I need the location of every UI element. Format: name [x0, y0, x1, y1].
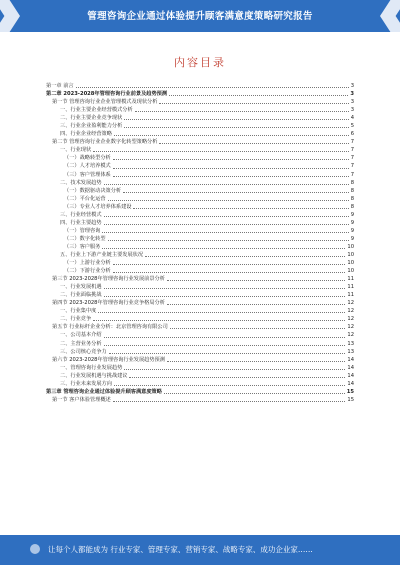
toc-page-number: 15 — [346, 388, 354, 395]
toc-entry-label: 第三章 管理咨询企业通过体验提升顾客满意度策略 — [46, 388, 162, 395]
toc-entry[interactable] — [46, 203, 354, 211]
toc-entry[interactable] — [46, 179, 354, 187]
toc-entry-label: 一、公司基本介绍 — [60, 332, 102, 339]
toc-page-number: 4 — [350, 115, 354, 122]
toc-page-number: 13 — [347, 340, 354, 347]
toc-entry[interactable] — [46, 106, 354, 114]
dot-leader — [167, 361, 345, 362]
dot-leader — [104, 224, 349, 225]
toc-entry[interactable] — [46, 243, 354, 251]
dot-leader — [98, 312, 345, 313]
toc-entry[interactable] — [46, 396, 354, 404]
dot-leader — [108, 240, 349, 241]
toc-page-number: 8 — [350, 203, 354, 210]
toc-entry-label: （三）客户管理体系 — [64, 171, 111, 178]
toc-entry-label: 第五节 行业标杆企业分析：北京管理咨询有限公司 — [52, 324, 168, 331]
toc-entry[interactable] — [46, 388, 354, 396]
table-of-contents — [46, 82, 354, 404]
dot-leader — [93, 151, 349, 152]
toc-page-number: 7 — [350, 147, 354, 154]
toc-page-number: 9 — [350, 211, 354, 218]
toc-page-number: 6 — [350, 131, 354, 138]
dot-leader — [133, 208, 348, 209]
dot-leader — [167, 280, 345, 281]
toc-entry-label: 四、行业主要趋势 — [60, 219, 102, 226]
toc-entry-label: 三、行业未来发展方向 — [60, 380, 112, 387]
toc-entry-label: 第二章 2023-2028年管理咨询行业前景及趋势预测 — [46, 91, 168, 98]
dot-leader — [167, 304, 345, 305]
toc-page-number: 15 — [347, 396, 354, 403]
toc-page-number: 8 — [350, 187, 354, 194]
toc-entry[interactable] — [46, 331, 354, 339]
toc-page-number: 7 — [350, 171, 354, 178]
dot-leader — [104, 184, 349, 185]
toc-entry[interactable] — [46, 364, 354, 372]
toc-heading: 内容目录 — [174, 56, 226, 69]
toc-entry[interactable] — [46, 114, 354, 122]
toc-entry-label: 三、公司核心竞争力 — [60, 348, 107, 355]
toc-entry-label: （二）数字化转型 — [64, 235, 106, 242]
toc-entry-label: 二、行业发展机遇与挑战建议 — [60, 372, 128, 379]
dot-leader — [114, 135, 349, 136]
toc-entry[interactable] — [46, 291, 354, 299]
toc-page-number: 14 — [347, 372, 354, 379]
dot-leader — [145, 256, 345, 257]
toc-page-number: 11 — [347, 276, 354, 283]
toc-page-number: 9 — [350, 219, 354, 226]
toc-entry-label: （一）管理咨询 — [64, 227, 101, 234]
toc-entry[interactable] — [46, 171, 354, 179]
dot-leader — [123, 192, 349, 193]
dot-leader — [104, 216, 349, 217]
toc-entry[interactable] — [46, 90, 354, 98]
toc-page-number: 14 — [347, 380, 354, 387]
dot-leader — [113, 272, 346, 273]
toc-entry[interactable] — [46, 195, 354, 203]
toc-page-number: 14 — [347, 356, 354, 363]
toc-page-number: 3 — [350, 91, 354, 98]
toc-entry[interactable] — [46, 211, 354, 219]
toc-page-number: 14 — [347, 364, 354, 371]
toc-page-number: 3 — [350, 107, 354, 114]
dot-leader — [129, 377, 345, 378]
header-banner — [0, 0, 400, 32]
dot-leader — [159, 143, 348, 144]
dot-leader — [104, 296, 346, 297]
toc-page-number: 5 — [350, 123, 354, 130]
footer-slogan: 让每个人都能成为 行业专家、管理专家、营销专家、战略专家、成功企业家…… — [48, 545, 313, 554]
toc-entry-label: 一、行业现状 — [60, 147, 92, 154]
dot-leader — [113, 264, 346, 265]
dot-leader — [113, 159, 349, 160]
dot-leader — [164, 393, 345, 394]
toc-entry[interactable] — [46, 130, 354, 138]
chevron-left-decoration — [0, 0, 20, 32]
toc-entry[interactable] — [46, 146, 354, 154]
dot-leader — [113, 168, 349, 169]
dot-leader — [102, 232, 348, 233]
dot-leader — [104, 288, 346, 289]
toc-page-number: 12 — [347, 300, 354, 307]
toc-page-number: 11 — [347, 284, 354, 291]
toc-page-number: 3 — [350, 83, 354, 89]
toc-entry[interactable] — [46, 98, 354, 106]
toc-entry-label: 第六节 2023-2028年管理咨询行业发展趋势预测 — [52, 356, 165, 363]
toc-entry[interactable] — [46, 275, 354, 283]
toc-page-number: 12 — [347, 308, 354, 315]
toc-entry[interactable] — [46, 82, 354, 90]
toc-entry-label: 一、管理咨询行业发展趋势 — [60, 364, 123, 371]
toc-entry-label: 三、行业经营模式 — [60, 211, 102, 218]
toc-entry-label: 第三节 2023-2028年管理咨询行业发展前景分析 — [52, 276, 165, 283]
dot-leader — [104, 345, 346, 346]
toc-entry[interactable] — [46, 227, 354, 235]
toc-entry-label: （二）平台化运营 — [64, 195, 106, 202]
toc-entry[interactable] — [46, 348, 354, 356]
toc-entry-label: 一、行业发展机遇 — [60, 284, 102, 291]
toc-entry-label: （一）数据驱动决策分析 — [64, 187, 122, 194]
footer-banner — [0, 535, 400, 565]
toc-entry-label: 第二节 管理咨询行业企业数字化转型策略分析 — [52, 139, 158, 146]
report-title: 管理咨询企业通过体验提升顾客满意度策略研究报告 — [87, 11, 313, 22]
toc-entry-label: 二、行业竞争 — [60, 316, 92, 323]
toc-entry-label: 一、行业主要企业经营模式分析 — [60, 107, 133, 114]
toc-entry[interactable] — [46, 323, 354, 331]
dot-leader — [169, 95, 348, 96]
toc-entry-label: 四、行业企业经营策略 — [60, 131, 112, 138]
toc-page-number: 7 — [350, 155, 354, 162]
toc-entry-label: （一）上游行业分析 — [64, 260, 111, 267]
toc-page-number: 12 — [347, 332, 354, 339]
toc-page-number: 3 — [350, 99, 354, 106]
chevron-right-decoration — [380, 0, 400, 32]
toc-page-number: 11 — [347, 292, 354, 299]
dot-leader — [170, 328, 346, 329]
bullet-icon — [30, 544, 40, 554]
toc-entry[interactable] — [46, 259, 354, 267]
toc-entry-label: （二）下游行业分析 — [64, 268, 111, 275]
toc-page-number: 12 — [347, 316, 354, 323]
dot-leader — [135, 111, 349, 112]
dot-leader — [114, 385, 346, 386]
dot-leader — [76, 87, 349, 88]
toc-entry[interactable] — [46, 154, 354, 162]
toc-entry-label: 第一章 前言 — [46, 83, 74, 89]
toc-entry[interactable] — [46, 267, 354, 275]
toc-entry-label: 二、行业面临挑战 — [60, 292, 102, 299]
toc-entry[interactable] — [46, 138, 354, 146]
dot-leader — [159, 103, 348, 104]
toc-entry[interactable] — [46, 307, 354, 315]
toc-entry[interactable] — [46, 251, 354, 259]
toc-entry-label: （三）专业人才培养体系建设 — [64, 203, 132, 210]
dot-leader — [124, 119, 348, 120]
toc-entry[interactable] — [46, 356, 354, 364]
dot-leader — [113, 176, 349, 177]
toc-entry-label: （二）人才培养模式 — [64, 163, 111, 170]
toc-entry[interactable] — [46, 283, 354, 291]
dot-leader — [108, 200, 349, 201]
toc-entry-label: 五、行业上下游产业链主要发展状况 — [60, 251, 144, 258]
toc-entry[interactable] — [46, 380, 354, 388]
toc-page-number: 9 — [350, 227, 354, 234]
toc-page-number: 7 — [350, 139, 354, 146]
toc-entry[interactable] — [46, 122, 354, 130]
dot-leader — [93, 320, 345, 321]
toc-page-number: 10 — [347, 260, 354, 267]
toc-entry-label: 二、技术发展趋势 — [60, 179, 102, 186]
dot-leader — [124, 127, 348, 128]
toc-page-number: 8 — [350, 179, 354, 186]
dot-leader — [109, 353, 346, 354]
toc-page-number: 7 — [350, 163, 354, 170]
toc-entry[interactable] — [46, 235, 354, 243]
toc-page-number: 8 — [350, 195, 354, 202]
toc-entry-label: （三）客户服务 — [64, 243, 101, 250]
dot-leader — [113, 401, 346, 402]
toc-entry[interactable] — [46, 299, 354, 307]
toc-entry[interactable] — [46, 340, 354, 348]
toc-entry-label: （一）战略转型分析 — [64, 155, 111, 162]
dot-leader — [124, 369, 345, 370]
toc-entry[interactable] — [46, 162, 354, 170]
toc-entry-label: 第四节 2023-2028年管理咨询行业竞争格局分析 — [52, 300, 165, 307]
toc-page-number: 10 — [347, 243, 354, 250]
toc-entry-label: 三、行业企业盈利能力分析 — [60, 123, 123, 130]
toc-page-number: 10 — [347, 268, 354, 275]
toc-page-number: 12 — [347, 324, 354, 331]
toc-entry[interactable] — [46, 372, 354, 380]
toc-entry-label: 一、行业集中度 — [60, 308, 97, 315]
dot-leader — [104, 337, 346, 338]
toc-entry-label: 第一节 管理咨询行业企业管理模式及现状分析 — [52, 99, 158, 106]
toc-entry[interactable] — [46, 187, 354, 195]
toc-page-number: 13 — [347, 348, 354, 355]
toc-entry[interactable] — [46, 219, 354, 227]
toc-page-number: 9 — [350, 235, 354, 242]
toc-entry-label: 第一节 客户体验管理概述 — [52, 396, 111, 403]
toc-entry[interactable] — [46, 315, 354, 323]
toc-page-number: 10 — [347, 251, 354, 258]
toc-entry-label: 二、行业主要企业竞争现状 — [60, 115, 123, 122]
toc-entry-label: 二、主营业务分析 — [60, 340, 102, 347]
dot-leader — [102, 248, 345, 249]
